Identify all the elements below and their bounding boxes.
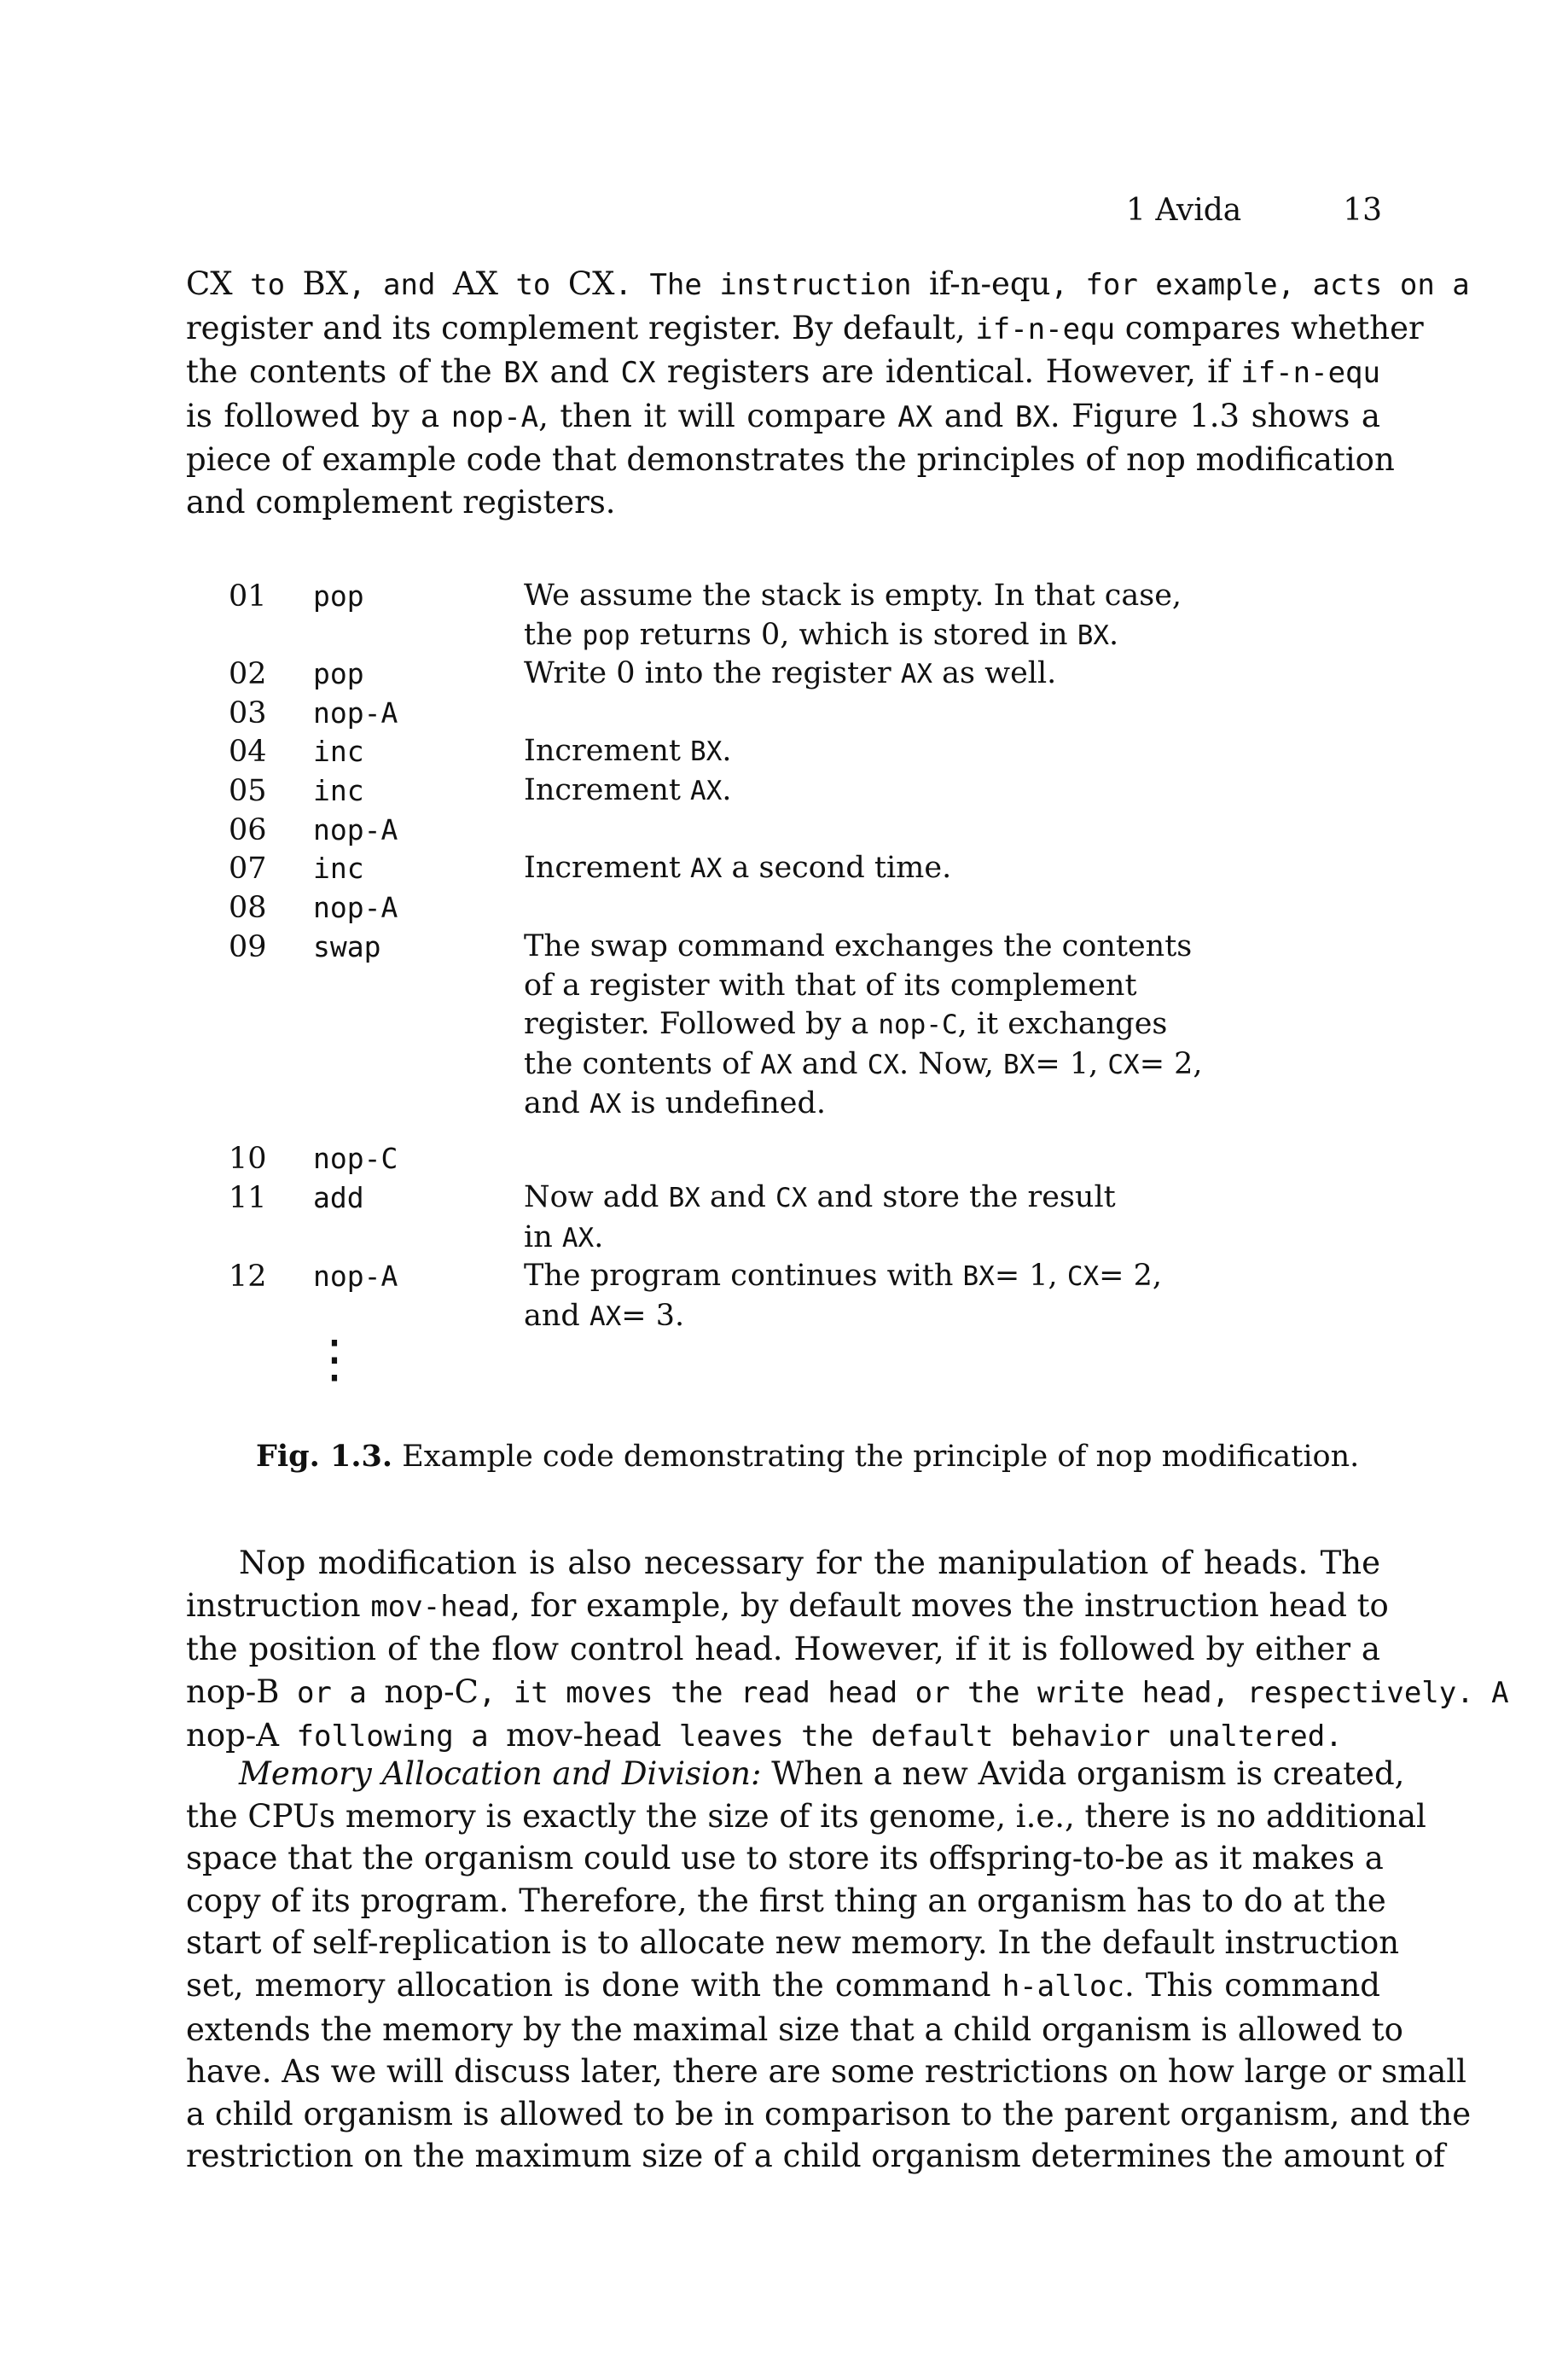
text-run: CX [186,265,233,302]
code-token: BX [503,356,539,391]
code-token: nop-A [450,399,539,434]
line-number: 10 [229,1142,267,1176]
text-line [186,1837,1384,1880]
paragraph-intro [186,263,1470,524]
code-token: CX [867,1049,900,1080]
instruction: nop-C [313,1142,398,1175]
text-run: nop-A [186,1717,280,1754]
code-comment [524,928,1223,1125]
code-comment [524,732,1223,772]
text-run: restriction on the maximum size of a child organism determines the amount of [186,2138,1445,2175]
paragraph-nop-heads [186,1542,1509,1759]
text-run: BX [302,265,349,302]
text-run: the position of the flow control head. However, if it is followed by either a [186,1631,1380,1668]
instruction: pop [313,657,364,690]
code-token: AX [760,1049,793,1080]
text-run: piece of example code that demonstrates the principles of nop modification [186,441,1395,479]
line-number: 09 [229,930,267,964]
text-run: the CPUs memory is exactly the size of its genome, i.e., there is no additional [186,1797,1426,1835]
text-run: . Figure 1.3 shows a [1049,397,1380,434]
text-run: We assume the stack is empty. In that case, [524,579,1182,613]
figure-caption [256,1437,1365,1476]
text-line [186,1964,1380,2009]
text-run: is undefined. [621,1086,827,1120]
text-run: AX [452,265,498,302]
page-number: 13 [1343,193,1382,228]
code-listing [0,577,1568,1430]
code-comment [524,577,1223,655]
code-token: AX [690,853,723,884]
text-line [186,1628,1380,1671]
text-run: Increment [524,851,691,885]
text-run: = 2, [1099,1259,1162,1293]
text-run: nop-B [186,1673,280,1710]
text-run: and [524,1298,589,1333]
text-run: Increment [524,734,691,768]
text-run: if-n-equ [928,265,1051,302]
text-run: nop-C [384,1673,479,1710]
code-token: AX [589,1089,622,1120]
text-run: = 1, [1035,1046,1108,1081]
running-head-section: 1 Avida [1126,193,1242,228]
code-token: pop [582,620,630,651]
comment-line [524,1219,1223,1259]
text-line [186,2135,1445,2178]
comment-line [524,771,1223,812]
text-run: Now add [524,1180,669,1214]
code-token: if-n-equ [1240,356,1380,391]
code-comment [524,1178,1223,1258]
text-run: registers are identical. However, if [655,353,1241,391]
text-line [186,481,1380,524]
code-token: CX [1107,1049,1140,1080]
comment-line [524,1045,1223,1085]
text-run: Write 0 into the register [524,656,901,690]
text-run: and [792,1046,868,1081]
instruction: pop [313,579,364,613]
instruction: inc [313,774,364,807]
code-token: AX [897,399,933,434]
text-line [186,2093,1472,2136]
text-run: have. As we will discuss later, there are some restrictions on how large or small [186,2053,1466,2091]
code-token: , and [348,268,453,302]
code-token: leaves the default behavior unaltered. [661,1719,1343,1754]
text-line [186,1585,1389,1629]
text-line [186,2009,1403,2051]
comment-line [524,655,1223,695]
code-token: to [232,268,303,302]
text-run: CX [567,265,615,302]
code-comment [524,849,1223,889]
code-comment [524,655,1223,695]
text-run: register. Followed by a [524,1007,879,1041]
instruction: inc [313,852,364,885]
text-run: . This command [1124,1966,1380,2004]
text-run: in [524,1219,562,1254]
code-token: , it moves the read head or the write head, respectively. A [478,1675,1509,1710]
text-run: The swap command exchanges the contents [524,929,1193,963]
line-number: 01 [229,579,267,614]
text-run: Nop modification is also necessary for the manipulation of heads. The [239,1545,1380,1581]
text-run: and [932,397,1015,434]
text-run: and complement registers. [186,483,616,521]
text-run: of a register with that of its complement [524,968,1137,1003]
code-token: AX [690,776,723,806]
comment-line [524,928,1223,967]
code-token: . The instruction [614,268,929,302]
text-run: and [700,1180,775,1214]
instruction: add [313,1181,364,1214]
text-run: compares whether [1115,309,1424,346]
text-run: returns 0, which is stored in [630,617,1077,652]
code-token: to [497,268,568,302]
comment-line [524,1178,1223,1219]
code-token: AX [900,659,933,689]
text-run: set, memory allocation is done with the command [186,1966,1002,2004]
code-token: h-alloc [1002,1969,1124,2004]
code-token: BX [962,1261,995,1292]
comment-line [524,577,1223,616]
figure-caption-text: Example code demonstrating the principle of nop modification. [392,1440,1360,1474]
line-number: 07 [229,852,267,886]
text-run: , it exchanges [957,1007,1168,1041]
text-line [186,1922,1400,1964]
text-run: start of self-replication is to allocate new memory. In the default instruction [186,1924,1400,1962]
line-number: 04 [229,735,267,769]
code-token: AX [589,1300,622,1332]
text-run: , for example, by default moves the instruction head to [510,1586,1389,1624]
text-run: Increment [524,773,691,807]
code-token: CX [1066,1261,1100,1292]
code-token: BX [1077,620,1110,651]
text-run: copy of its program. Therefore, the first thing an organism has to do at the [186,1882,1386,1919]
instruction: swap [313,930,381,963]
paragraph-memory-allocation [186,1753,1472,2178]
text-run: = 3. [621,1298,685,1333]
text-run: a child organism is allowed to be in comparison to the parent organism, and the [186,2095,1472,2132]
line-number: 05 [229,774,267,808]
comment-line [524,1257,1223,1297]
text-line [186,263,1470,307]
text-line [186,1671,1509,1715]
code-token: if-n-equ [975,311,1116,346]
instruction: nop-A [313,1260,398,1293]
code-token: BX [690,736,723,767]
text-run: . [594,1219,604,1254]
text-run: , then it will compare [538,397,898,434]
text-run: space that the organism could use to store its offspring-to-be as it makes a [186,1840,1384,1877]
running-head [1126,189,1382,232]
text-run: and store the result [807,1180,1116,1214]
text-run: . [722,773,732,807]
run-in-heading: Memory Allocation and Division: [239,1755,762,1792]
code-token: , for example, acts on a [1050,268,1470,302]
code-token: nop-C [878,1009,958,1040]
comment-line [524,1005,1223,1045]
comment-line [524,1297,1223,1337]
text-line [186,1542,1380,1585]
text-run: extends the memory by the maximal size that a child organism is allowed to [186,2010,1403,2048]
line-number: 03 [229,696,267,730]
text-run: a second time. [722,851,952,885]
code-token: CX [775,1183,808,1213]
text-run: When a new Avida organism is created, [761,1755,1405,1792]
text-line [186,395,1380,439]
line-number: 12 [229,1260,267,1294]
code-token: following a [279,1719,507,1754]
continuation-dots [309,1329,360,1389]
vertical-ellipsis: ⋮ [309,1329,360,1389]
figure-label: Fig. 1.3. [256,1439,393,1474]
code-token: CX [620,356,656,391]
text-line [186,1753,1405,1795]
text-run: as well. [932,656,1057,690]
text-run: = 2, [1139,1046,1203,1081]
text-line [186,1880,1386,1923]
text-run: is followed by a [186,397,451,434]
instruction: nop-A [313,891,398,924]
text-run: instruction [186,1586,371,1624]
code-token: BX [668,1183,700,1213]
text-line [186,2051,1466,2093]
comment-line [524,967,1223,1006]
text-run: the contents of the [186,353,504,391]
instruction: nop-A [313,696,398,730]
instruction: inc [313,735,364,768]
text-run: . [1109,617,1119,652]
comment-line [524,616,1223,656]
code-comment [524,1257,1223,1336]
code-token: BX [1003,1049,1036,1080]
code-comment [524,771,1223,812]
code-token: mov-head [370,1589,511,1624]
text-run: mov-head [506,1717,662,1754]
text-line [186,439,1395,481]
text-run: and [524,1086,589,1120]
text-run: . [722,734,732,768]
text-line [186,351,1380,395]
comment-line [524,1085,1223,1125]
comment-line [524,732,1223,772]
text-run: . Now, [899,1046,1004,1081]
line-number: 08 [229,891,267,925]
text-run: the contents of [524,1046,761,1081]
comment-line [524,849,1223,889]
text-run: = 1, [994,1259,1067,1293]
line-number: 06 [229,813,267,847]
text-run: The program continues with [524,1259,963,1293]
text-line [186,1795,1426,1838]
code-token: BX [1014,399,1050,434]
text-run: and [538,353,621,391]
instruction: nop-A [313,813,398,847]
line-number: 02 [229,657,267,691]
text-run: register and its complement register. By default, [186,309,976,346]
text-run: the [524,617,583,652]
code-token: AX [561,1222,595,1254]
code-token: or a [279,1675,385,1710]
text-line [186,307,1424,352]
line-number: 11 [229,1181,267,1215]
